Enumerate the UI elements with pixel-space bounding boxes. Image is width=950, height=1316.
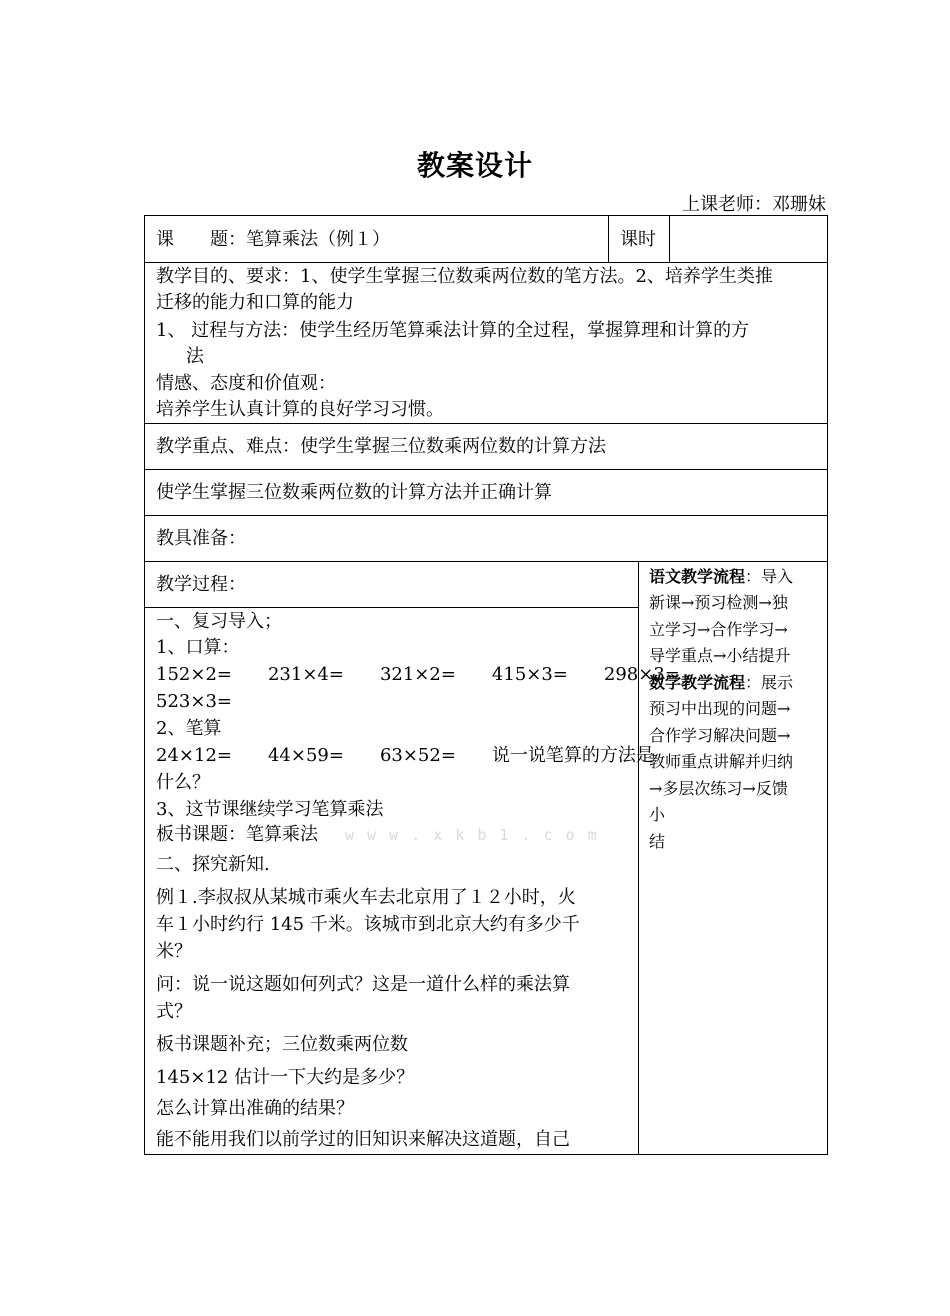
process-line: 什么？ (156, 772, 210, 793)
row-divider (144, 561, 828, 562)
math-flow-label: 数学教学流程 (649, 673, 746, 692)
goals-line: 情感、态度和价值观： (156, 373, 336, 394)
page-title: 教案设计 (416, 149, 533, 182)
side-line: 预习中出现的问题→ (649, 699, 791, 718)
process-line: 3、这节课继续学习笔算乘法 (156, 799, 384, 820)
teacher-name: 上课老师：邓珊妹 (682, 194, 826, 215)
goals-line: 法 (186, 346, 204, 367)
goals-line: 教学目的、要求：1、使学生掌握三位数乘两位数的笔方法。2、培养学生类推 (156, 266, 773, 287)
side-line: 教师重点讲解并归纳 (649, 752, 794, 771)
side-line (649, 670, 817, 697)
row-divider (144, 515, 828, 516)
side-line: 结 (649, 832, 666, 851)
goals-line: 迁移的能力和口算的能力 (156, 292, 354, 313)
key-points: 教学重点、难点：使学生掌握三位数乘两位数的计算方法 (156, 436, 606, 457)
process-line: 板书课题：笔算乘法 (156, 824, 318, 845)
row-divider (144, 262, 828, 263)
process-line: 二、探究新知. (156, 854, 270, 875)
process-line: 24×12= 44×59= 63×52= 说一说笔算的方法是 (156, 745, 654, 766)
process-label: 教学过程： (156, 574, 246, 595)
process-line: 2、笔算 (156, 718, 222, 739)
process-line: 152×2= 231×4= 321×2= 415×3= 298×3= (156, 664, 680, 685)
process-line: 米？ (156, 941, 192, 962)
process-line: 能不能用我们以前学过的旧知识来解决这道题，自己 (156, 1129, 570, 1150)
process-line: 145×12 估计一下大约是多少？ (156, 1067, 415, 1088)
process-line: 板书课题补充；三位数乘两位数 (156, 1034, 408, 1055)
process-line: 一、复习导入； (156, 611, 282, 632)
row-divider (144, 607, 639, 608)
col-divider (608, 215, 609, 262)
teaching-tools: 教具准备： (156, 528, 246, 549)
goals-line: 培养学生认真计算的良好学习习惯。 (156, 399, 444, 420)
process-line: 问：说一说这题如何列式？这是一道什么样的乘法算 (156, 974, 570, 995)
process-line: 523×3= (156, 691, 232, 712)
side-line: 小 (649, 805, 666, 824)
side-line: 导学重点→小结提升 (649, 646, 791, 665)
side-line: 新课→预习检测→独 (649, 593, 788, 612)
process-line: 怎么计算出准确的结果？ (156, 1098, 354, 1119)
chinese-flow-label: 语文教学流程 (649, 567, 746, 586)
difficulty: 使学生掌握三位数乘两位数的计算方法并正确计算 (156, 482, 552, 503)
process-line: 式？ (156, 1001, 192, 1022)
side-line: 合作学习解决问题→ (649, 726, 791, 745)
watermark-text: w w w . x k b 1 . c o m (345, 826, 599, 844)
process-line: 车１小时约行 145 千米。该城市到北京大约有多少千 (156, 914, 580, 935)
row-divider (144, 423, 828, 424)
process-line: 例１.李叔叔从某城市乘火车去北京用了１２小时，火 (156, 887, 576, 908)
goals-line: 1、 过程与方法：使学生经历笔算乘法计算的全过程，掌握算理和计算的方 (156, 320, 750, 341)
side-line (649, 564, 817, 591)
side-line: →多层次练习→反馈 (649, 779, 788, 798)
side-line: 立学习→合作学习→ (649, 620, 788, 639)
process-line: 1、口算： (156, 637, 240, 658)
side-text: ：展示 (745, 673, 794, 692)
col-divider (638, 561, 639, 1155)
lesson-label: 课时 (620, 229, 656, 250)
col-divider (669, 215, 670, 262)
side-text: ：导入 (745, 567, 794, 586)
topic-cell: 课 题：笔算乘法（例１） (156, 229, 390, 250)
row-divider (144, 469, 828, 470)
